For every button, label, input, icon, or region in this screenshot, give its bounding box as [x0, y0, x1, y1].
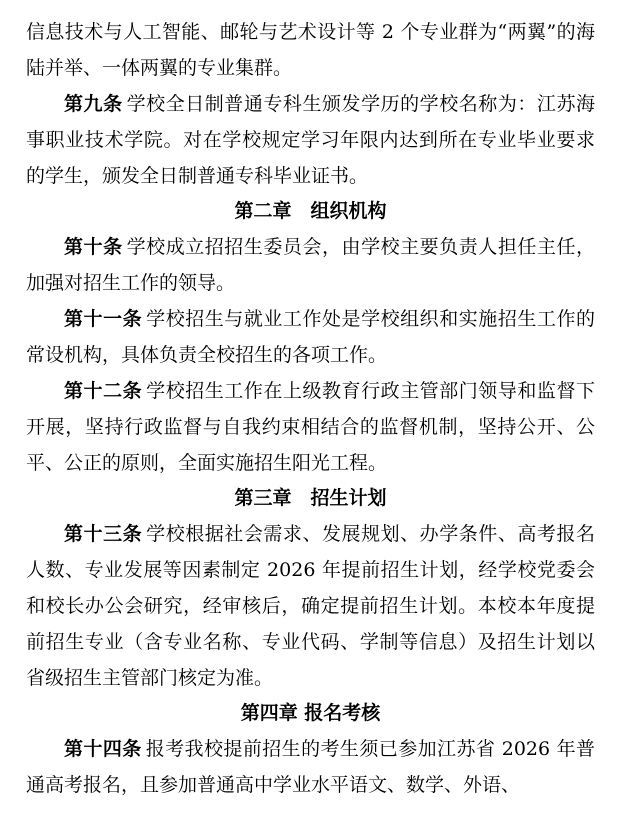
article-text: 学校成立招招生委员会，由学校主要负责人担任主任，加强对招生工作的领导。 [26, 236, 595, 294]
article-number: 第十二条 [64, 380, 143, 402]
article-number: 第十四条 [64, 738, 142, 760]
article-text: 学校招生与就业工作处是学校组织和实施招生工作的常设机构，具体负责全校招生的各项工作。 [26, 308, 595, 366]
article-14 [26, 731, 595, 803]
chapter-heading: 第四章 报名考核 [240, 702, 381, 724]
article-text: 学校全日制普通专科生颁发学历的学校名称为：江苏海事职业技术学院。对在学校规定学习年限内达到所在专业毕业要求的学生，颁发全日制普通专科毕业证书。 [26, 93, 595, 187]
paragraph-text: 信息技术与人工智能、邮轮与艺术设计等 2 个专业群为“两翼”的海陆并举、一体两翼的专业集群。 [26, 21, 595, 79]
article-number: 第十条 [64, 236, 123, 258]
article-10 [26, 229, 595, 301]
article-number: 第十三条 [64, 523, 143, 545]
continuation-paragraph [26, 14, 595, 86]
article-text: 报考我校提前招生的考生须已参加江苏省 2026 年普通高考报名，且参加普通高中学业水平语文、数学、外语、 [26, 738, 595, 796]
article-number: 第九条 [64, 93, 123, 115]
article-13 [26, 516, 595, 696]
article-text: 学校根据社会需求、发展规划、办学条件、高考报名人数、专业发展等因素制定 2026 年提前招生计划，经学校党委会和校长办公会研究，经审核后，确定提前招生计划。本校本年度提前招生专业（含专业名称、专业代码、学制等信息）及招生计划以省级招生主管部门核定为准。 [26, 523, 595, 689]
chapter-heading: 第三章 招生计划 [234, 487, 387, 509]
article-number: 第十一条 [64, 308, 143, 330]
article-11 [26, 301, 595, 373]
article-text: 学校招生工作在上级教育行政主管部门领导和监督下开展，坚持行政监督与自我约束相结合的监督机制，坚持公开、公平、公正的原则，全面实施招生阳光工程。 [26, 380, 595, 474]
chapter-heading: 第二章 组织机构 [234, 200, 387, 222]
article-9 [26, 86, 595, 194]
article-12 [26, 373, 595, 481]
